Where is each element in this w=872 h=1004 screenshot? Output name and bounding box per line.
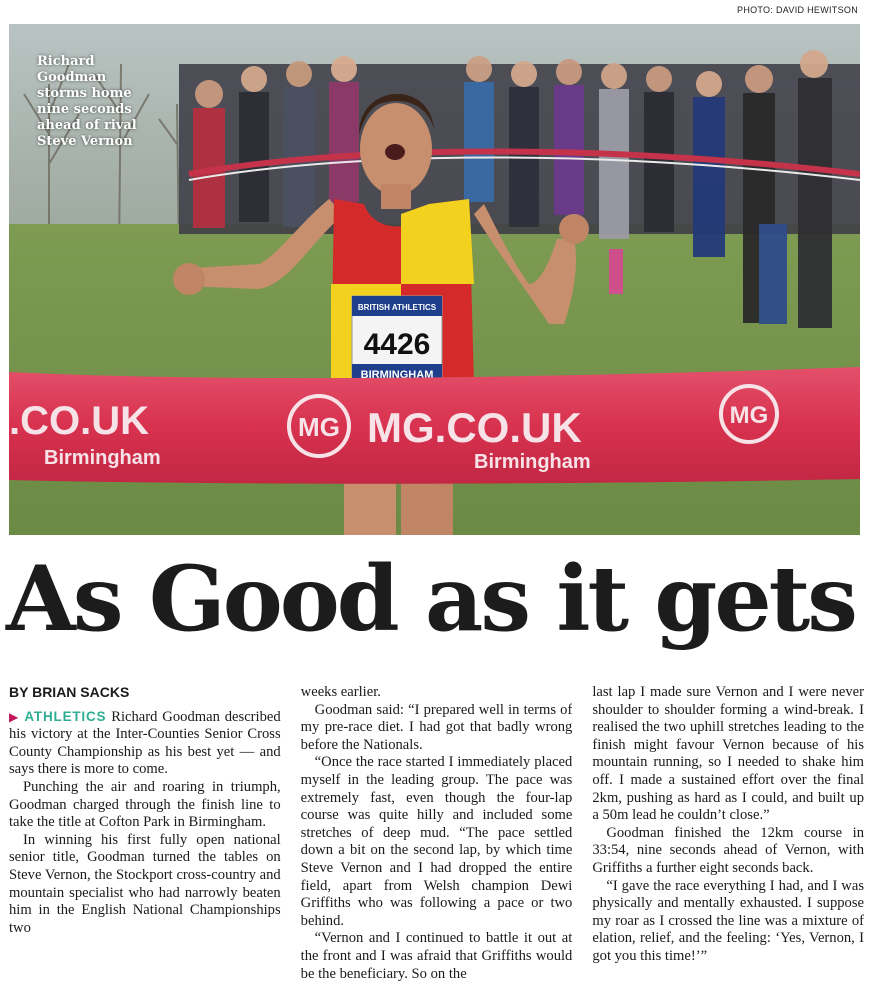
section-kicker: ATHLETICS xyxy=(24,708,107,724)
tape-text-left: .CO.UK xyxy=(9,399,149,443)
paragraph: “Vernon and I continued to battle it out at the front and I was afraid that Griffiths would be the beneficiary. So on the xyxy=(300,930,573,982)
race-photo xyxy=(9,24,860,535)
photo-credit: PHOTO: DAVID HEWITSON xyxy=(737,5,858,15)
bib-number: 4426 xyxy=(363,328,431,361)
headline: As Good as it gets xyxy=(6,546,855,652)
tape-logo: MG xyxy=(298,412,340,442)
lead-paragraph xyxy=(9,708,281,779)
finish-tape xyxy=(9,367,860,484)
article-body xyxy=(9,684,864,1002)
tape-logo-right: MG xyxy=(729,402,769,429)
paragraph: last lap I made sure Vernon and I were never shoulder to shoulder forming a wind-break. I realised the two uphill stretches leading to the finish might favour Vernon because of his mountain running, so I needed to shake him off. I made a sustained effort over the final 2km, pushing as hard as I could, and built up a 50m lead he couldn’t close.” xyxy=(592,684,865,824)
bib-city: BIRMINGHAM xyxy=(360,369,434,381)
paragraph: weeks earlier. xyxy=(300,684,381,700)
bib-sponsor: BRITISH ATHLETICS xyxy=(357,303,437,312)
paragraph: Punching the air and roaring in triumph, Goodman charged through the finish line to take the title at Cofton Park in Birmingham. xyxy=(9,778,281,831)
paragraph: Goodman finished the 12km course in 33:54, nine seconds ahead of Vernon, with Griffiths a further eight seconds back. xyxy=(592,824,865,876)
column-2 xyxy=(301,684,573,1002)
column-1 xyxy=(9,684,281,1002)
kicker-arrow-icon: ▶ xyxy=(9,709,20,724)
tape-city-left: Birmingham xyxy=(44,447,161,469)
tape-city-center: Birmingham xyxy=(474,451,591,473)
byline: BY BRIAN SACKS xyxy=(9,684,130,700)
paragraph: “Once the race started I immediately placed myself in the leading group. The pace was extremely fast, even though the four-lap course was quite hilly and included some stretches of deep mud. “The pace settled down a bit on the second lap, by which time Steve Vernon and I had dropped the entire field, apart from Welsh champion Dewi Griffiths who was following a pace or two behind. xyxy=(300,754,573,929)
paragraph: “I gave the race everything I had, and I was physically and mentally exhausted. I suppose my roar as I crossed the line was a mixture of elation, relief, and the feeling: ‘Yes, Vernon, I got you this time!’” xyxy=(592,877,865,964)
race-bib xyxy=(352,296,442,384)
lead-text: Richard Goodman described his victory at the Inter-Counties Senior Cross County Championship as his best yet — and says there is more to come. xyxy=(9,708,281,778)
tape-text-center: MG.CO.UK xyxy=(367,404,582,451)
photo-caption: Richard Goodman storms home nine seconds ahead of rival Steve Vernon xyxy=(37,54,137,149)
column-3 xyxy=(592,684,864,1002)
paragraph: Goodman said: “I prepared well in terms of my pre-race diet. I had got that badly wrong before the Nationals. xyxy=(300,701,573,753)
paragraph: In winning his first fully open national senior title, Goodman turned the tables on Steve Vernon, the Stockport cross-country and mountain specialist who had narrowly beaten him in the English National Championships two xyxy=(9,831,281,936)
